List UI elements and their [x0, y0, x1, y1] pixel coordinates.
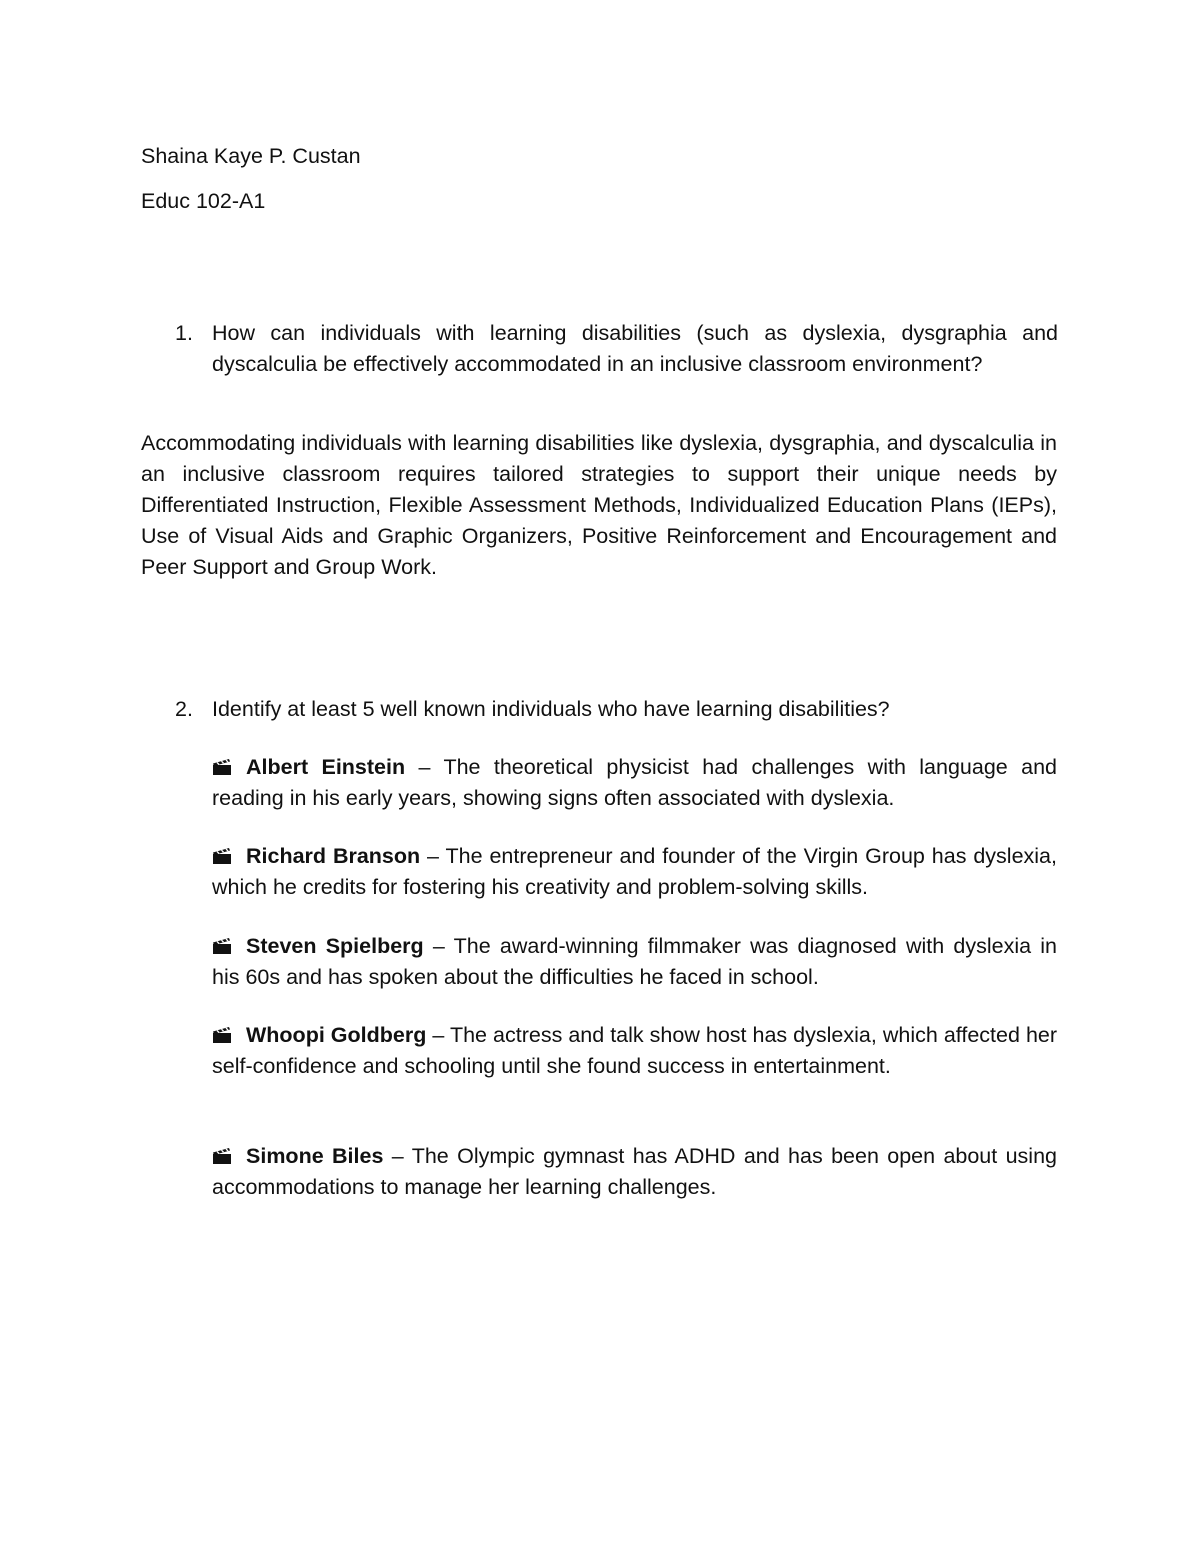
clapperboard-icon: [212, 1026, 232, 1044]
person-name: Simone Biles: [246, 1144, 384, 1168]
question-text: How can individuals with learning disabilities (such as dyslexia, dysgraphia and dyscalculia be effectively accommodated in an inclusive classroom environment?: [212, 321, 1058, 376]
person-description: – The actress and talk show host has dyslexia, which affected her self-confidence and schooling until she found success in entertainment.: [212, 1023, 1058, 1078]
person-description: – The entrepreneur and founder of the Virgin Group has dyslexia, which he credits for fostering his creativity and problem-solving skills.: [212, 844, 1057, 899]
person-name: Whoopi Goldberg: [246, 1023, 427, 1047]
person-name: Albert Einstein: [246, 755, 406, 779]
person-description: – The theoretical physicist had challenges with language and reading in his early years, showing signs often associated with dyslexia.: [212, 755, 1057, 810]
clapperboard-icon: [212, 1147, 232, 1165]
person-description: – The Olympic gymnast has ADHD and has been open about using accommodations to manage her learning challenges.: [212, 1144, 1057, 1199]
person-entry: [212, 752, 1057, 814]
person-entry: [212, 931, 1057, 993]
answer-paragraph: Accommodating individuals with learning disabilities like dyslexia, dysgraphia, and dyscalculia in an inclusive classroom requires tailored strategies to support their unique needs by Differentiated Instruction, Flexible Assessment Methods, Individualized Education Plans (IEPs), Use of Visual Aids and Graphic Organizers, Positive Reinforcement and Encouragement and Peer Support and Group Work.: [141, 431, 1057, 579]
course-code: Educ 102-A1: [141, 189, 266, 213]
question-number: 1.: [175, 321, 193, 345]
clapperboard-icon: [212, 937, 232, 955]
person-name: Steven Spielberg: [246, 934, 424, 958]
clapperboard-icon: [212, 847, 232, 865]
author-name: Shaina Kaye P. Custan: [141, 144, 361, 168]
question-text: Identify at least 5 well known individuals who have learning disabilities?: [212, 697, 890, 721]
person-description: – The award-winning filmmaker was diagnosed with dyslexia in his 60s and has spoken about the difficulties he faced in school.: [212, 934, 1058, 989]
question-number: 2.: [175, 697, 193, 721]
clapperboard-icon: [212, 758, 232, 776]
person-entry: [212, 1020, 1057, 1082]
question-1: [141, 318, 1057, 380]
person-name: Richard Branson: [246, 844, 421, 868]
person-entry: [212, 1141, 1057, 1203]
person-entry: [212, 841, 1057, 903]
question-2: [141, 694, 1057, 725]
